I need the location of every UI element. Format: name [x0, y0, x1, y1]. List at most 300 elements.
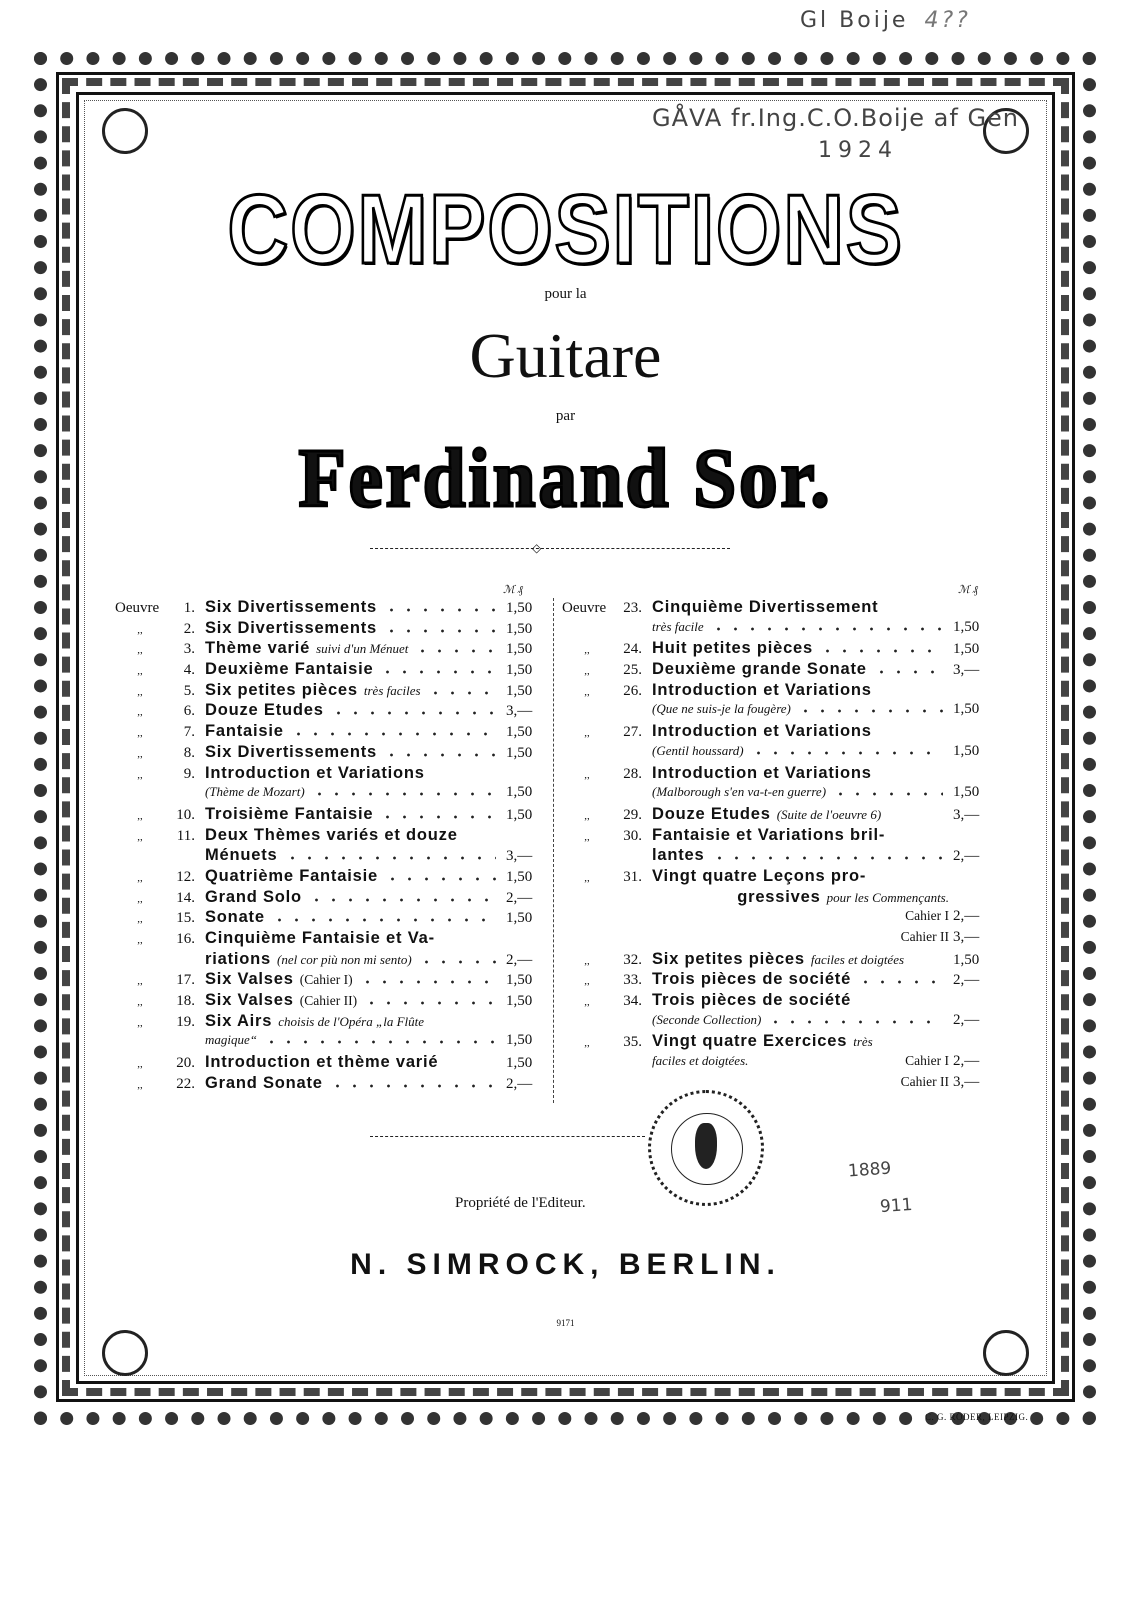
price: 3,—	[953, 929, 980, 945]
work-row	[115, 784, 540, 805]
work-row	[115, 619, 540, 640]
work-subtitle: choisis de l'Opéra „la Flûte	[278, 1013, 425, 1029]
oeuvre-prefix: ,,	[137, 768, 143, 781]
price: 1,50	[953, 742, 980, 759]
price: 1,50	[506, 641, 533, 658]
dot-leader	[329, 1084, 496, 1088]
work-note: Cahier I	[905, 908, 949, 924]
work-title-bold: Six Divertissements	[205, 742, 378, 761]
oeuvre-prefix: ,,	[137, 644, 143, 657]
work-title-bold: Fantaisie	[205, 722, 284, 741]
work-row	[562, 1032, 987, 1053]
opus-number: 34.	[623, 993, 642, 1010]
opus-number: 15.	[176, 910, 195, 927]
work-row	[115, 598, 540, 619]
price: 1,50	[506, 724, 533, 741]
work-title-bold: Quatrième Fantaisie	[205, 866, 378, 885]
work-subtitle: faciles et doigtées	[810, 951, 905, 967]
oeuvre-prefix: ,,	[137, 1058, 143, 1071]
work-title-bold: Fantaisie et Variations bril-	[652, 825, 886, 844]
work-title	[205, 764, 502, 783]
work-title	[652, 1012, 949, 1028]
oeuvre-prefix: ,,	[584, 830, 590, 843]
opus-number: 28.	[623, 765, 642, 782]
work-title-bold: Huit petites pièces	[652, 639, 813, 658]
work-subtitle: très faciles	[363, 682, 421, 698]
work-row	[562, 970, 987, 991]
work-row	[562, 598, 987, 619]
dot-leader	[857, 980, 943, 984]
works-list-left	[115, 598, 540, 1095]
opus-number: 23.	[623, 600, 642, 616]
work-title-bold: Deuxième grande Sonate	[652, 660, 867, 679]
publisher-name: N. SIMROCK, BERLIN.	[350, 1248, 781, 1281]
work-note: Cahier II	[900, 929, 949, 944]
opus-number: 2.	[183, 620, 195, 637]
price: 1,50	[506, 806, 533, 823]
opus-number: 20.	[176, 1055, 195, 1072]
price: 2,—	[953, 848, 980, 865]
work-row	[115, 764, 540, 785]
opus-number: 7.	[183, 724, 195, 741]
work-title	[205, 681, 502, 700]
work-title-bold: Introduction et Variations	[652, 680, 872, 699]
divider-ornament-icon: ◇	[532, 541, 542, 555]
work-title	[652, 970, 949, 989]
work-subtitle: magique“	[205, 1032, 257, 1048]
dot-leader	[383, 753, 496, 757]
dot-leader	[832, 792, 943, 796]
lyre-icon	[695, 1123, 717, 1169]
oeuvre-prefix: ,,	[584, 809, 590, 822]
works-list-right	[562, 598, 987, 1095]
work-title-bold: Vingt quatre Exercices	[652, 1032, 848, 1051]
work-row	[562, 846, 987, 867]
work-subtitle: très facile	[652, 618, 704, 634]
dot-leader	[284, 856, 496, 860]
work-row	[115, 701, 540, 722]
work-title-bold: Six petites pièces	[652, 949, 805, 968]
work-title	[652, 681, 949, 700]
dot-leader	[290, 732, 496, 736]
work-row	[562, 805, 987, 826]
work-title-bold: riations	[205, 949, 271, 968]
dot-leader	[711, 856, 944, 860]
work-row	[562, 991, 987, 1012]
work-title	[652, 1074, 949, 1090]
work-subtitle: (Seconde Collection)	[652, 1011, 762, 1027]
work-subtitle: (Que ne suis-je la fougère)	[652, 701, 791, 717]
dot-leader	[384, 877, 496, 881]
corner-scroll-icon	[102, 1330, 148, 1376]
work-title	[205, 1074, 502, 1093]
work-title	[205, 722, 502, 741]
work-row	[562, 701, 987, 722]
oeuvre-prefix: ,,	[584, 644, 590, 657]
price: 2,—	[953, 1053, 980, 1070]
opus-number: 33.	[623, 972, 642, 989]
composer-name: Ferdinand Sor.	[298, 432, 833, 525]
work-row	[115, 1074, 540, 1095]
dot-leader	[767, 1020, 943, 1024]
opus-number: 18.	[176, 993, 195, 1010]
work-title-bold: Cinquième Fantaisie et Va-	[205, 929, 435, 947]
oeuvre-prefix: ,,	[584, 871, 590, 884]
oeuvre-prefix: ,,	[137, 809, 143, 822]
opus-number: 17.	[176, 972, 195, 989]
work-title	[652, 888, 949, 907]
work-title-bold: Six Divertissements	[205, 598, 378, 616]
price: 1,50	[506, 744, 533, 761]
work-title	[652, 701, 949, 717]
work-title	[205, 660, 502, 679]
gift-year: 1924	[818, 138, 898, 163]
oeuvre-prefix: ,,	[584, 1037, 590, 1050]
price: 2,—	[953, 908, 980, 925]
opus-number: 1.	[183, 600, 195, 616]
work-title-bold: Introduction et thème varié	[205, 1053, 439, 1072]
dot-leader	[263, 1040, 496, 1044]
work-title-bold: Introduction et Variations	[205, 763, 425, 782]
work-title	[205, 701, 502, 720]
dot-leader	[379, 670, 496, 674]
dot-leader	[873, 670, 943, 674]
work-title-bold: Grand Solo	[205, 887, 302, 906]
work-title	[205, 639, 502, 658]
price: 3,—	[953, 1073, 980, 1090]
opus-number: 14.	[176, 889, 195, 906]
dot-leader	[819, 649, 943, 653]
work-row	[562, 1074, 987, 1095]
work-row	[115, 639, 540, 660]
price: 2,—	[953, 972, 980, 989]
work-title-bold: Ménuets	[205, 846, 278, 865]
price: 1,50	[506, 1032, 533, 1049]
work-title-bold: Six Valses	[205, 991, 294, 1010]
work-title-bold: Vingt quatre Leçons pro-	[652, 866, 867, 885]
work-title-bold: Troisième Fantaisie	[205, 804, 374, 823]
work-note: Cahier I	[905, 1053, 949, 1069]
oeuvre-prefix: ,,	[584, 975, 590, 988]
opus-number: 22.	[176, 1075, 195, 1092]
oeuvre-prefix: Oeuvre	[115, 600, 160, 616]
work-title-bold: Six Airs	[205, 1011, 273, 1030]
work-row	[562, 660, 987, 681]
price: 1,50	[506, 600, 533, 616]
work-row	[115, 1012, 540, 1033]
price: 1,50	[506, 662, 533, 679]
price: 1,50	[953, 701, 980, 718]
price: 3,—	[506, 848, 533, 865]
footer-divider	[370, 1136, 645, 1137]
instrument-title: Guitare	[469, 320, 662, 391]
work-title-bold: Douze Etudes	[652, 804, 771, 823]
work-title-bold: Trois pièces de société	[652, 970, 852, 989]
oeuvre-prefix: ,,	[137, 747, 143, 760]
opus-number: 10.	[176, 806, 195, 823]
work-title	[205, 991, 502, 1010]
work-row	[562, 743, 987, 764]
work-subtitle: très	[853, 1034, 873, 1050]
oeuvre-prefix: ,,	[584, 768, 590, 781]
work-title	[205, 805, 502, 824]
dot-leader	[414, 649, 496, 653]
dot-leader	[330, 711, 496, 715]
oeuvre-prefix: ,,	[137, 1016, 143, 1029]
work-title-bold: Sonate	[205, 908, 265, 927]
price: 1,50	[953, 641, 980, 658]
price: 1,50	[506, 910, 533, 927]
opus-number: 9.	[183, 765, 195, 782]
work-title	[205, 619, 502, 638]
work-title	[205, 784, 502, 800]
oeuvre-prefix: ,,	[137, 913, 143, 926]
dot-leader	[271, 918, 496, 922]
work-row	[562, 908, 987, 929]
work-title-bold: Deuxième Fantaisie	[205, 660, 374, 679]
price: 1,50	[953, 618, 980, 635]
work-subtitle: (Thème de Mozart)	[205, 784, 305, 800]
work-title	[205, 929, 502, 948]
work-row	[115, 826, 540, 847]
work-note: (Cahier II)	[299, 993, 358, 1009]
work-row	[562, 929, 987, 950]
dot-leader	[750, 751, 943, 755]
work-row	[115, 888, 540, 909]
work-row	[562, 950, 987, 971]
work-title	[205, 908, 502, 927]
corner-scroll-icon	[983, 1330, 1029, 1376]
work-title	[652, 743, 949, 759]
gift-note: GÅVA fr.Ing.C.O.Boije af Gen	[652, 104, 1020, 132]
work-row	[562, 826, 987, 847]
work-row	[562, 764, 987, 785]
work-title	[652, 950, 949, 969]
work-subtitle: (Gentil houssard)	[652, 742, 744, 758]
work-row	[562, 619, 987, 640]
work-subtitle: (Malborough s'en va-t-en guerre)	[652, 784, 827, 800]
price: 1,50	[506, 993, 533, 1010]
page-title: COMPOSITIONS	[227, 174, 904, 284]
price: 1,50	[506, 972, 533, 989]
oeuvre-prefix: ,,	[137, 996, 143, 1009]
corner-scroll-icon	[102, 108, 148, 154]
work-row	[115, 1053, 540, 1074]
work-title	[205, 888, 502, 907]
opus-number: 11.	[176, 827, 195, 844]
work-row	[562, 888, 987, 909]
work-row	[115, 970, 540, 991]
oeuvre-prefix: ,,	[137, 830, 143, 843]
work-title-bold: Thème varié	[205, 639, 311, 658]
oeuvre-prefix: ,,	[137, 934, 143, 946]
oeuvre-prefix: ,,	[137, 623, 143, 636]
work-title	[205, 743, 502, 762]
work-title-bold: Cinquième Divertissement	[652, 598, 879, 616]
work-title	[205, 1032, 502, 1048]
opus-number: 6.	[183, 703, 195, 720]
shelf-mark-text: Gl Boije	[800, 8, 909, 33]
work-title	[205, 1053, 502, 1072]
price-header-right: ℳ ₰	[958, 584, 979, 596]
oeuvre-prefix: ,,	[584, 665, 590, 678]
price: 1,50	[953, 784, 980, 801]
oeuvre-prefix: ,,	[137, 1078, 143, 1091]
opus-number: 19.	[176, 1013, 195, 1030]
work-row	[115, 908, 540, 929]
opus-number: 30.	[623, 827, 642, 844]
oeuvre-prefix: ,,	[137, 727, 143, 740]
work-title-bold: Douze Etudes	[205, 701, 324, 720]
work-title	[652, 784, 949, 800]
work-title	[205, 846, 502, 865]
work-title	[205, 1012, 502, 1031]
handwritten-number-top: 1889	[847, 1158, 892, 1182]
work-title-bold: Introduction et Variations	[652, 722, 872, 741]
work-row	[115, 1032, 540, 1053]
work-row	[115, 805, 540, 826]
work-title	[652, 619, 949, 635]
work-subtitle: pour les Commençants.	[826, 889, 949, 905]
work-title-bold: Introduction et Variations	[652, 763, 872, 782]
dot-leader	[383, 629, 496, 633]
opus-number: 25.	[623, 662, 642, 679]
work-title	[652, 764, 949, 783]
opus-number: 5.	[183, 682, 195, 699]
work-row	[562, 639, 987, 660]
dot-leader	[311, 792, 496, 796]
work-title-bold: lantes	[652, 846, 705, 865]
oeuvre-prefix: ,,	[584, 727, 590, 740]
price: 1,50	[506, 1055, 533, 1072]
oeuvre-prefix: Oeuvre	[562, 600, 607, 616]
opus-number: 3.	[183, 641, 195, 658]
price: 2,—	[506, 1075, 533, 1092]
work-title	[205, 826, 502, 845]
work-title-bold: Six Valses	[205, 970, 294, 989]
work-title	[652, 991, 949, 1010]
oeuvre-prefix: ,,	[137, 685, 143, 698]
work-title	[652, 867, 949, 886]
work-title-bold: Six Divertissements	[205, 618, 378, 637]
oeuvre-prefix: ,,	[137, 871, 143, 884]
work-title	[652, 660, 949, 679]
oeuvre-prefix: ,,	[137, 892, 143, 905]
work-subtitle: faciles et doigtées.	[652, 1053, 749, 1069]
engraver-credit: C. G. RÖDER, LEIPZIG.	[925, 1412, 1029, 1422]
work-title	[205, 598, 502, 617]
price: 1,50	[953, 951, 980, 968]
work-subtitle: (nel cor più non mi sento)	[277, 951, 412, 967]
price: 1,50	[506, 784, 533, 801]
work-row	[115, 660, 540, 681]
work-note: Cahier II	[900, 1073, 949, 1089]
work-row	[562, 1053, 987, 1074]
opus-number: 27.	[623, 724, 642, 741]
opus-number: 12.	[176, 868, 195, 885]
price: 1,50	[506, 868, 533, 885]
opus-number: 8.	[183, 744, 195, 761]
work-title	[652, 1053, 949, 1069]
opus-number: 29.	[623, 806, 642, 823]
work-note: (Cahier I)	[299, 972, 353, 988]
work-row	[115, 867, 540, 888]
pour-la-text: pour la	[544, 286, 587, 302]
oeuvre-prefix: ,,	[137, 975, 143, 988]
par-text: par	[555, 408, 576, 424]
work-title	[652, 908, 949, 924]
work-title	[652, 929, 949, 945]
work-title-bold: Grand Sonate	[205, 1073, 323, 1092]
opus-number: 32.	[623, 951, 642, 968]
price: 3,—	[953, 806, 980, 823]
work-row	[115, 722, 540, 743]
price: 3,—	[953, 662, 980, 679]
dot-leader	[379, 815, 496, 819]
oeuvre-prefix: ,,	[584, 685, 590, 698]
dot-leader	[363, 1001, 496, 1005]
work-subtitle: (Suite de l'oeuvre 6)	[776, 806, 882, 822]
opus-number: 35.	[623, 1034, 642, 1051]
column-separator	[553, 598, 554, 1103]
work-row	[115, 950, 540, 971]
work-title	[652, 639, 949, 658]
opus-number: 4.	[183, 662, 195, 679]
work-row	[115, 929, 540, 950]
oeuvre-prefix: ,,	[584, 996, 590, 1009]
plate-number: 9171	[556, 1318, 575, 1328]
opus-number: 31.	[623, 868, 642, 885]
work-title	[652, 805, 949, 824]
work-title	[652, 598, 949, 617]
dot-leader	[797, 709, 943, 713]
work-title	[652, 1032, 949, 1051]
work-row	[562, 681, 987, 702]
shelf-mark	[800, 8, 971, 34]
dot-leader	[427, 691, 496, 695]
price: 3,—	[506, 703, 533, 720]
opus-number: 26.	[623, 682, 642, 699]
work-row	[115, 681, 540, 702]
work-title-bold: Trois pièces de société	[652, 991, 852, 1010]
work-row	[115, 991, 540, 1012]
work-title	[205, 867, 502, 886]
work-title	[205, 950, 502, 969]
dot-leader	[710, 627, 943, 631]
price: 1,50	[506, 682, 533, 699]
work-row	[562, 867, 987, 888]
oeuvre-prefix: ,,	[584, 954, 590, 967]
ornamental-divider	[370, 548, 730, 549]
oeuvre-prefix: ,,	[137, 706, 143, 719]
work-title-bold: Six petites pièces	[205, 680, 358, 699]
property-notice: Propriété de l'Editeur.	[455, 1195, 586, 1211]
work-row	[115, 846, 540, 867]
handwritten-number-bottom: 911	[879, 1194, 914, 1218]
work-row	[562, 784, 987, 805]
dot-leader	[359, 980, 496, 984]
price-header-left: ℳ ₰	[503, 584, 524, 596]
price: 1,50	[506, 620, 533, 637]
opus-number: 24.	[623, 641, 642, 658]
dot-leader	[383, 608, 496, 612]
work-title	[205, 970, 502, 989]
work-title	[652, 722, 949, 741]
work-row	[562, 1012, 987, 1033]
library-stamp	[648, 1090, 764, 1206]
work-subtitle: suivi d'un Ménuet	[316, 641, 409, 657]
dot-leader	[308, 898, 496, 902]
